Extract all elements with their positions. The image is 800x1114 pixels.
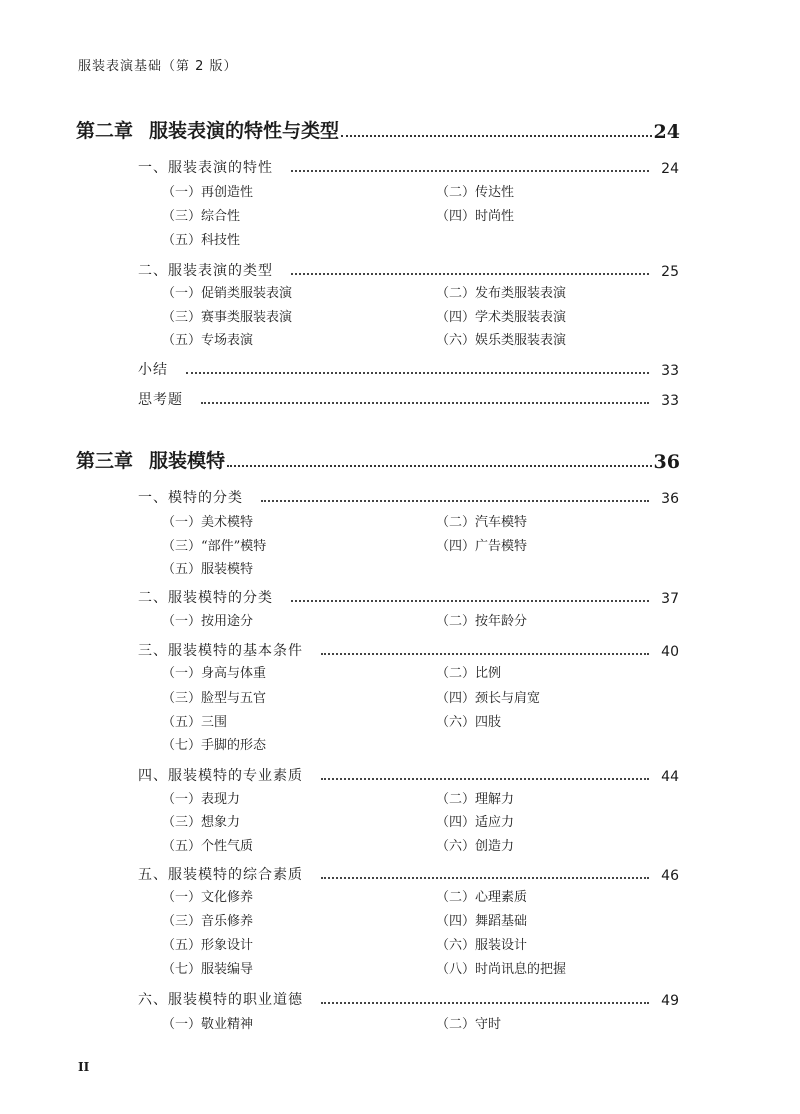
subsection-item: （五）三围 <box>162 715 228 730</box>
chapter-heading <box>76 445 680 473</box>
section-page-number: 46 <box>661 868 679 884</box>
section-page-number: 24 <box>661 161 679 177</box>
subsection-item: （七）手脚的形态 <box>162 738 267 753</box>
chapter-number: 第三章 <box>76 450 134 472</box>
subsection-item: （五）个性气质 <box>162 839 254 854</box>
subsection-item: （二）发布类服装表演 <box>436 286 567 301</box>
dot-leader <box>291 170 649 172</box>
subsection-item: （二）传达性 <box>436 185 515 200</box>
section-page-number: 25 <box>661 264 679 280</box>
subsection-item: （二）守时 <box>436 1017 502 1032</box>
section-entry <box>138 258 679 280</box>
subsection-item: （四）舞蹈基础 <box>436 914 528 929</box>
subsection-item: （一）文化修养 <box>162 890 254 905</box>
subsection-item: （五）服装模特 <box>162 562 254 577</box>
dot-leader <box>341 135 652 137</box>
subsection-item: （一）按用途分 <box>162 614 254 629</box>
subsection-item: （三）“部件”模特 <box>162 539 267 554</box>
subsection-item: （一）再创造性 <box>162 185 254 200</box>
page-folio: II <box>78 1060 90 1074</box>
dot-leader <box>321 778 649 780</box>
subsection-item: （三）想象力 <box>162 815 241 830</box>
subsection-item: （一）美术模特 <box>162 515 254 530</box>
subsection-item: （六）服装设计 <box>436 938 528 953</box>
section-page-number: 37 <box>661 591 679 607</box>
dot-leader <box>186 372 649 374</box>
section-entry <box>138 585 679 607</box>
subsection-item: （六）四肢 <box>436 715 502 730</box>
section-entry <box>138 485 679 507</box>
section-title: 二、服装模特的分类 <box>138 590 273 606</box>
subsection-item: （二）汽车模特 <box>436 515 528 530</box>
subsection-item: （七）服装编导 <box>162 962 254 977</box>
section-entry <box>138 763 679 785</box>
subsection-item: （三）脸型与五官 <box>162 691 267 706</box>
subsection-item: （二）按年龄分 <box>436 614 528 629</box>
section-page-number: 44 <box>661 769 679 785</box>
subsection-item: （一）敬业精神 <box>162 1017 254 1032</box>
subsection-item: （四）广告模特 <box>436 539 528 554</box>
chapter-heading <box>76 115 680 143</box>
section-title: 一、服装表演的特性 <box>138 160 273 176</box>
section-title: 四、服装模特的专业素质 <box>138 768 303 784</box>
section-title: 六、服装模特的职业道德 <box>138 992 303 1008</box>
section-title: 三、服装模特的基本条件 <box>138 643 303 659</box>
dot-leader <box>291 273 649 275</box>
section-entry <box>138 387 679 409</box>
subsection-item: （三）赛事类服装表演 <box>162 310 293 325</box>
running-head: 服装表演基础（第 2 版） <box>78 59 238 74</box>
section-entry <box>138 862 679 884</box>
section-title: 一、模特的分类 <box>138 490 243 506</box>
subsection-item: （三）综合性 <box>162 209 241 224</box>
subsection-item: （三）音乐修养 <box>162 914 254 929</box>
dot-leader <box>227 465 652 467</box>
chapter-page-number: 24 <box>653 121 680 143</box>
section-page-number: 49 <box>661 993 679 1009</box>
section-entry <box>138 357 679 379</box>
subsection-item: （二）理解力 <box>436 792 515 807</box>
dot-leader <box>261 500 649 502</box>
subsection-item: （四）学术类服装表演 <box>436 310 567 325</box>
section-title: 五、服装模特的综合素质 <box>138 867 303 883</box>
chapter-page-number: 36 <box>653 451 680 473</box>
subsection-item: （五）形象设计 <box>162 938 254 953</box>
section-entry <box>138 638 679 660</box>
subsection-item: （六）娱乐类服装表演 <box>436 333 567 348</box>
section-page-number: 33 <box>661 363 679 379</box>
subsection-item: （二）心理素质 <box>436 890 528 905</box>
chapter-number: 第二章 <box>76 120 134 142</box>
section-page-number: 40 <box>661 644 679 660</box>
section-title: 思考题 <box>138 392 183 408</box>
subsection-item: （四）时尚性 <box>436 209 515 224</box>
section-title: 小结 <box>138 362 168 378</box>
dot-leader <box>201 402 649 404</box>
chapter-title: 服装表演的特性与类型 <box>149 120 340 142</box>
section-title: 二、服装表演的类型 <box>138 263 273 279</box>
subsection-item: （四）颈长与肩宽 <box>436 691 541 706</box>
subsection-item: （五）科技性 <box>162 233 241 248</box>
dot-leader <box>321 1002 649 1004</box>
dot-leader <box>321 653 649 655</box>
section-entry <box>138 987 679 1009</box>
subsection-item: （一）身高与体重 <box>162 666 267 681</box>
subsection-item: （二）比例 <box>436 666 502 681</box>
subsection-item: （一）促销类服装表演 <box>162 286 293 301</box>
dot-leader <box>321 877 649 879</box>
subsection-item: （四）适应力 <box>436 815 515 830</box>
section-page-number: 33 <box>661 393 679 409</box>
chapter-title: 服装模特 <box>149 450 226 472</box>
section-page-number: 36 <box>661 491 679 507</box>
subsection-item: （八）时尚讯息的把握 <box>436 962 567 977</box>
subsection-item: （五）专场表演 <box>162 333 254 348</box>
subsection-item: （六）创造力 <box>436 839 515 854</box>
dot-leader <box>291 600 649 602</box>
subsection-item: （一）表现力 <box>162 792 241 807</box>
section-entry <box>138 155 679 177</box>
